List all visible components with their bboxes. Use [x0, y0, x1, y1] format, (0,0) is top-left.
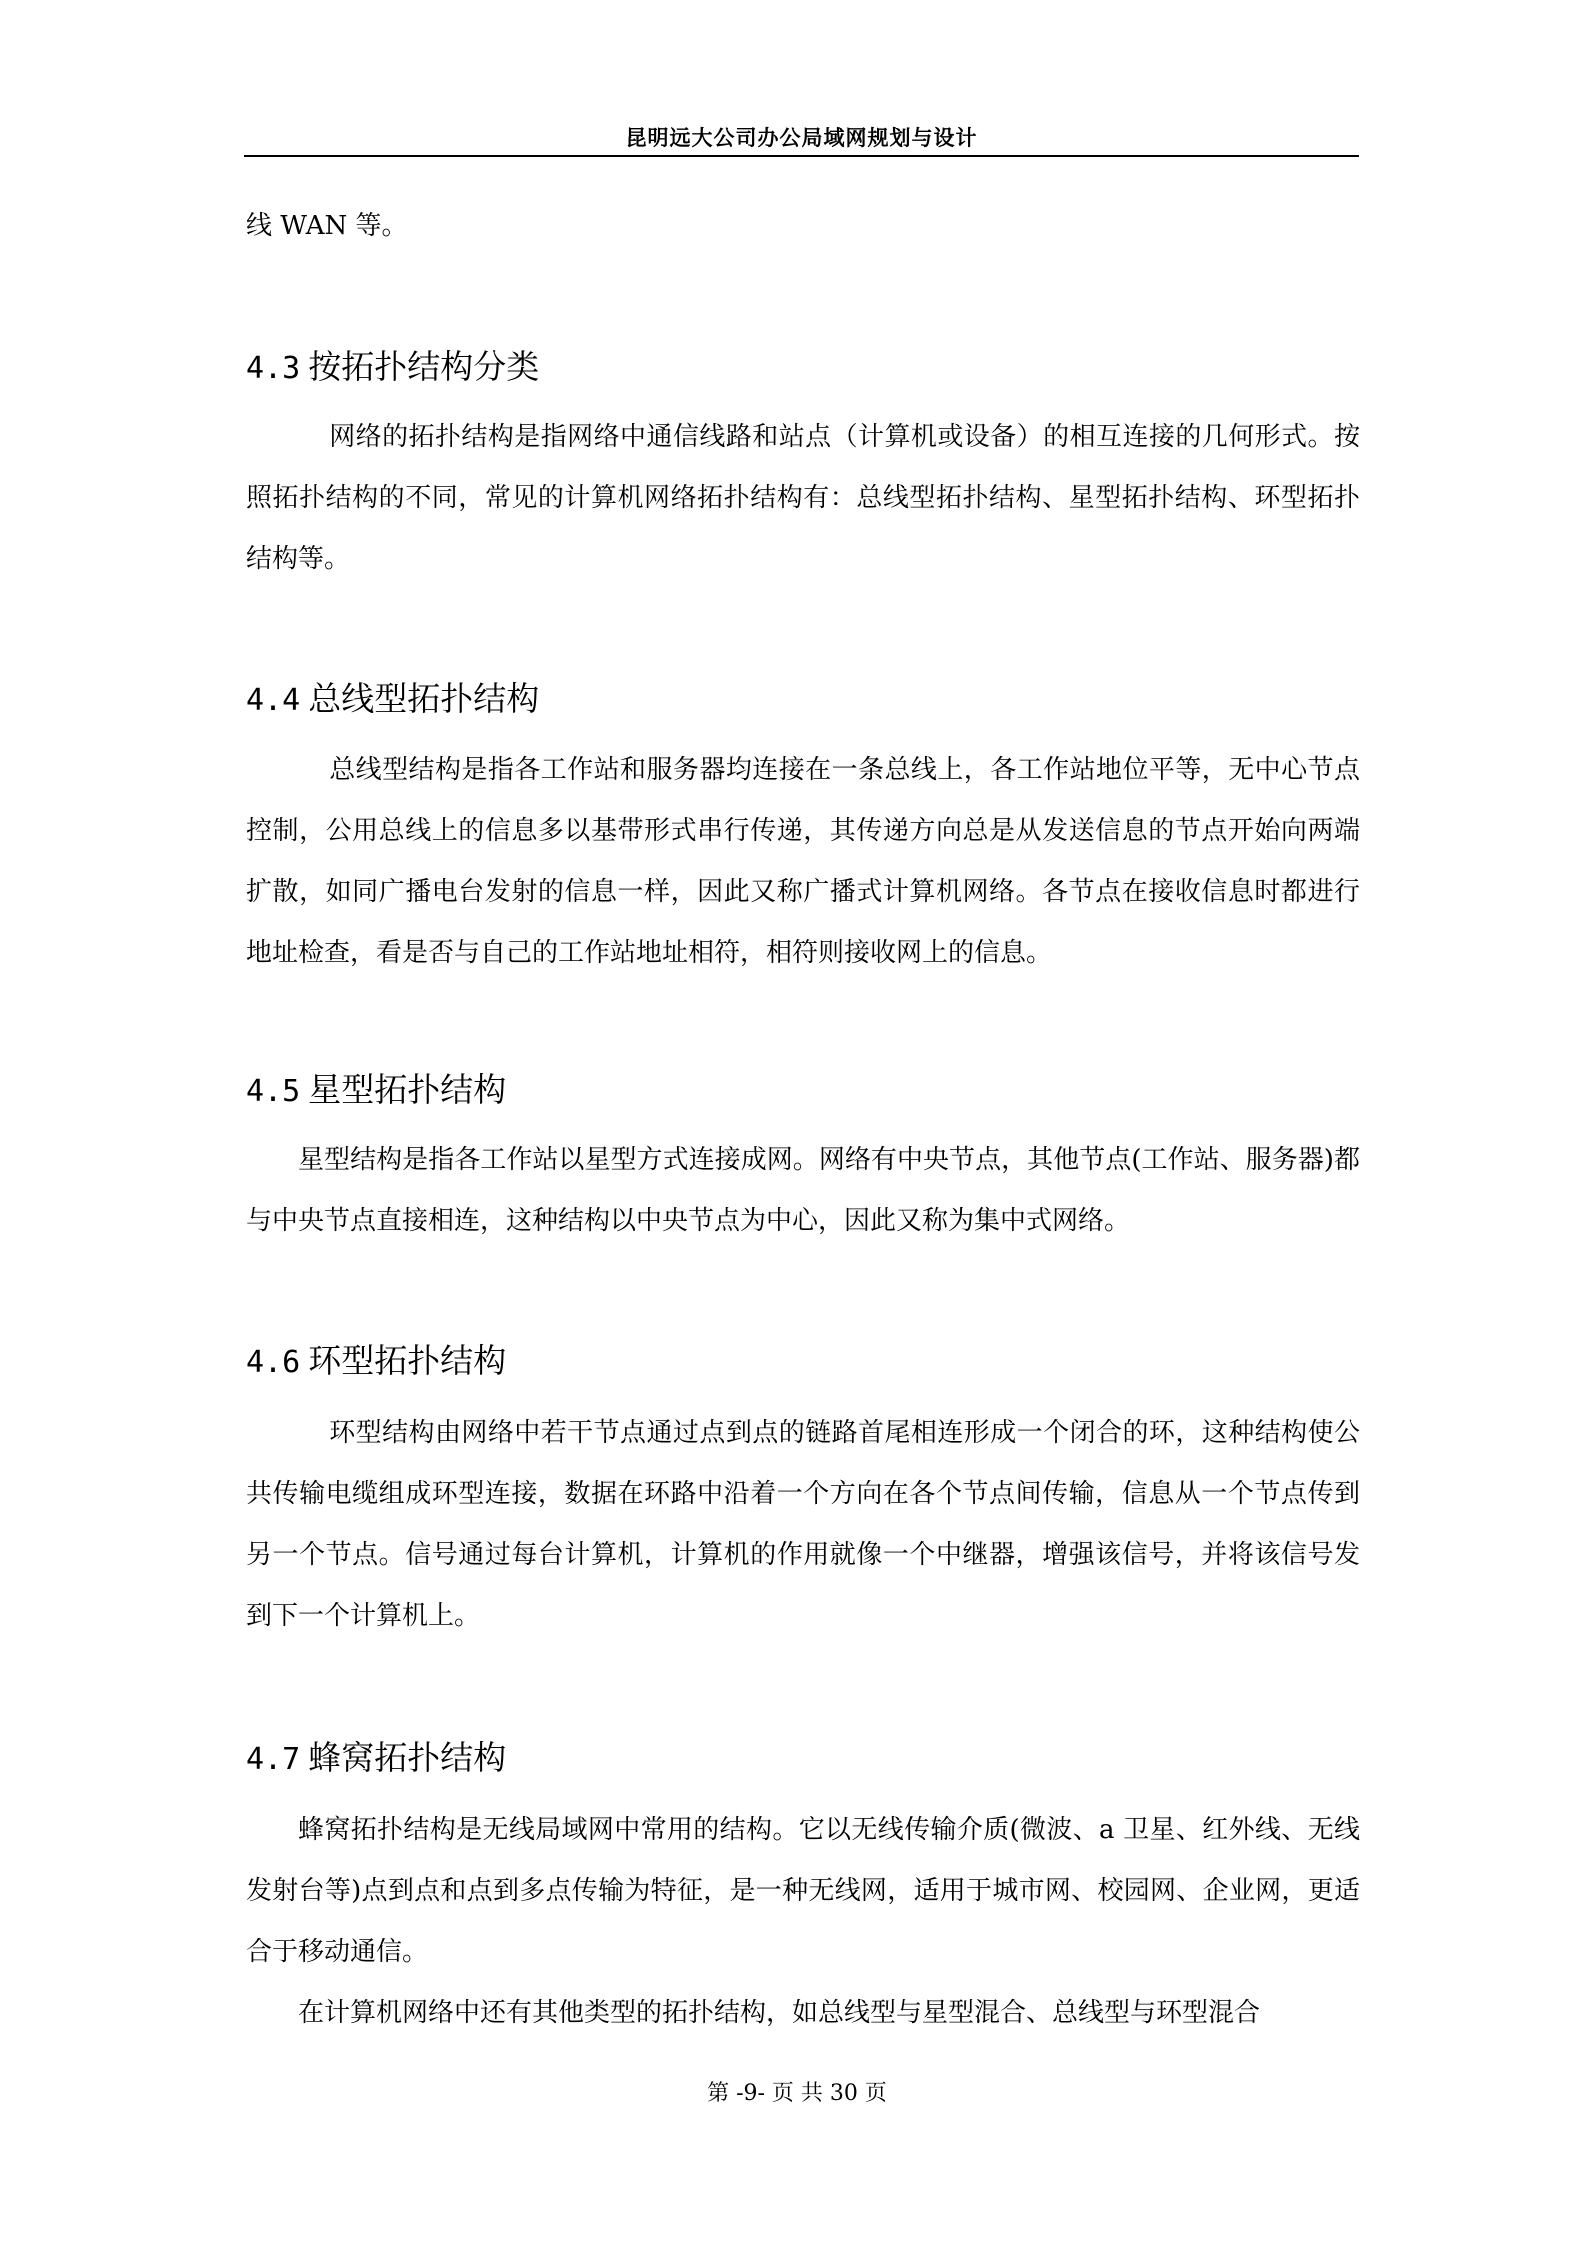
section-heading-4-4: [246, 674, 539, 726]
header-divider: [244, 155, 1359, 157]
page-header-title: 昆明远大公司办公局域网规划与设计: [625, 126, 978, 150]
section-heading-4-3: [246, 342, 539, 394]
section-number: 4.5: [246, 1074, 301, 1109]
paragraph: 网络的拓扑结构是指网络中通信线路和站点（计算机或设备）的相互连接的几何形式。按照拓扑结构的不同，常见的计算机网络拓扑结构有：总线型拓扑结构、星型拓扑结构、环型拓扑结构等。: [246, 422, 1360, 574]
section-number: 4.7: [246, 1742, 301, 1777]
intro-fragment: 线 WAN 等。: [246, 211, 408, 241]
section-title: 总线型拓扑结构: [308, 679, 540, 718]
section-title: 星型拓扑结构: [308, 1070, 507, 1109]
paragraph: 总线型结构是指各工作站和服务器均连接在一条总线上，各工作站地位平等，无中心节点控制，公用总线上的信息多以基带形式串行传递，其传递方向总是从发送信息的节点开始向两端扩散，如同广播电台发射的信息一样，因此又称广播式计算机网络。各节点在接收信息时都进行地址检查，看是否与自己的工作站地址相符，相符则接收网上的信息。: [246, 755, 1360, 968]
section-title: 环型拓扑结构: [308, 1341, 507, 1380]
section-heading-4-5: [246, 1065, 506, 1117]
section-title: 蜂窝拓扑结构: [308, 1738, 507, 1777]
section-body-4-7: [246, 1800, 1360, 2044]
section-body-4-3: [246, 407, 1360, 590]
paragraph: 蜂窝拓扑结构是无线局域网中常用的结构。它以无线传输介质(微波、a 卫星、红外线、无线发射台等)点到点和点到多点传输为特征，是一种无线网，适用于城市网、校园网、企业网，更适合于移动通信。: [246, 1815, 1360, 1967]
intro-fragment-block: [246, 196, 1360, 257]
section-number: 4.6: [246, 1345, 301, 1380]
section-body-4-4: [246, 740, 1360, 984]
paragraph: 星型结构是指各工作站以星型方式连接成网。网络有中央节点，其他节点(工作站、服务器)都与中央节点直接相连，这种结构以中央节点为中心，因此又称为集中式网络。: [246, 1145, 1360, 1236]
section-body-4-6: [246, 1403, 1360, 1647]
paragraph: 环型结构由网络中若干节点通过点到点的链路首尾相连形成一个闭合的环，这种结构使公共传输电缆组成环型连接，数据在环路中沿着一个方向在各个节点间传输，信息从一个节点传到另一个节点。信号通过每台计算机，计算机的作用就像一个中继器，增强该信号，并将该信号发到下一个计算机上。: [246, 1418, 1360, 1631]
section-heading-4-7: [246, 1733, 506, 1785]
section-heading-4-6: [246, 1336, 506, 1388]
section-number: 4.4: [246, 683, 301, 718]
section-body-4-5: [246, 1130, 1360, 1252]
section-number: 4.3: [246, 351, 301, 386]
paragraph: 在计算机网络中还有其他类型的拓扑结构，如总线型与星型混合、总线型与环型混合: [298, 1998, 1261, 2028]
section-title: 按拓扑结构分类: [308, 347, 540, 386]
page-number-footer: 第 -9- 页 共 30 页: [707, 2081, 887, 2106]
